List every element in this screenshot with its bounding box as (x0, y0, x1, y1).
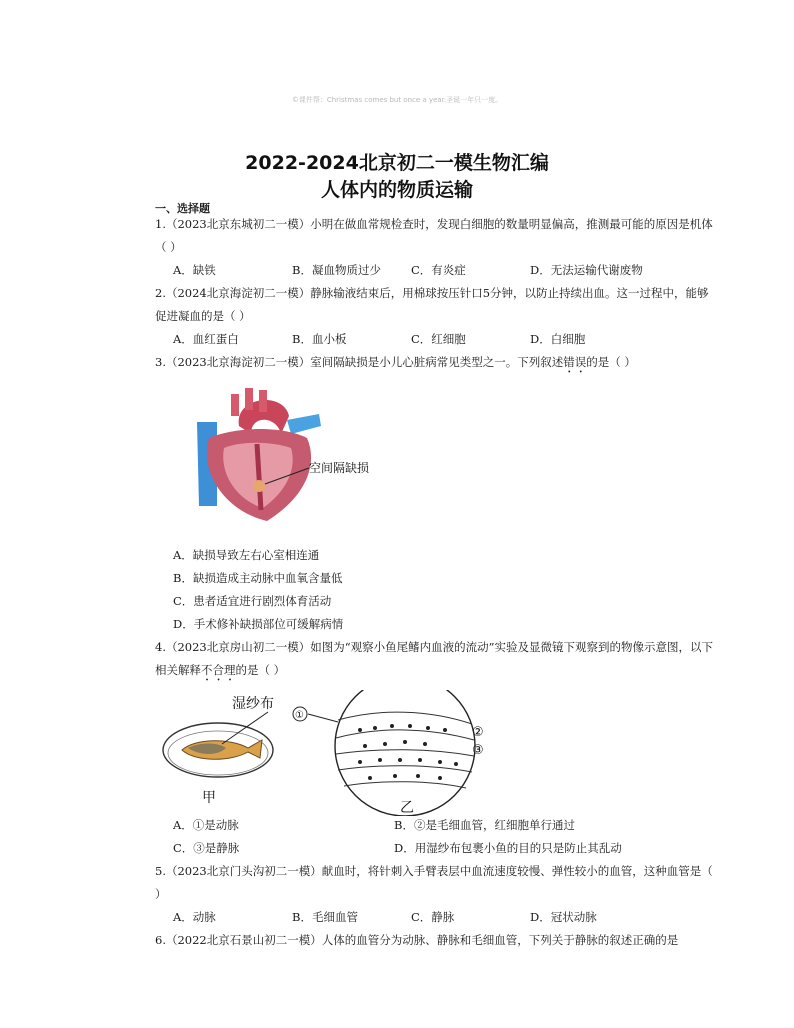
question-2-options (155, 328, 715, 351)
q4-option-b: B．②是毛细血管，红细胞单行通过 (394, 818, 575, 832)
q1-option-c: C．有炎症 (411, 263, 466, 277)
mark-1-pointer (308, 714, 338, 722)
question-2-text: 2.（2024北京海淀初二一模）静脉输液结束后，用棉球按压针口5分钟，以防止持续出血。这一过程中，能够促进凝血的是（ ） (155, 286, 709, 323)
q1-option-b: B．凝血物质过少 (292, 263, 381, 277)
q1-option-a: A．缺铁 (173, 263, 216, 277)
artery-branch-2 (245, 388, 253, 410)
defect-mark (253, 480, 265, 492)
vessel-line-5 (344, 782, 466, 788)
q4-text-before: 4.（2023北京房山初二一模）如图为“观察小鱼尾鳍内血液的流动”实验及显微镜下观察到的物像示意图，以下相关解释 (155, 640, 713, 677)
watermark: ©课件帮：Christmas comes but once a year.圣诞一年只一度。 (291, 96, 503, 104)
left-caption: 甲 (202, 790, 216, 806)
cloth-label: 湿纱布 (232, 696, 274, 712)
q2-option-d: D．白细胞 (530, 332, 586, 346)
question-1-options (155, 259, 715, 282)
q5-option-a: A．动脉 (173, 910, 216, 924)
heart-figure (155, 376, 715, 544)
artery-branch-3 (259, 390, 267, 412)
q5-option-c: C．静脉 (411, 910, 455, 924)
defect-label: 空间隔缺损 (309, 461, 369, 475)
vessel-line-2 (336, 730, 474, 740)
q2-option-b: B．血小板 (292, 332, 347, 346)
vessel-line-4 (338, 766, 472, 772)
mark-1-label: ① (295, 710, 304, 721)
page-subtitle: 人体内的物质运输 (320, 179, 473, 201)
page-title: 2022-2024北京初二一模生物汇编 (245, 152, 549, 174)
q4-options-row-2 (155, 837, 715, 860)
q4-option-c: C．③是静脉 (173, 841, 240, 855)
mark-2-label: ② (472, 725, 484, 740)
question-5-options (155, 906, 715, 929)
q4-options-row-1 (155, 814, 715, 837)
question-5-text: 5.（2023北京门头沟初二一模）献血时，将针刺入手臂表层中血流速度较慢、弹性较小的血管，这种血管是（ ） (155, 864, 713, 901)
q1-option-d: D．无法运输代谢废物 (530, 263, 643, 277)
q3-text-after: 的是（ ） (586, 355, 636, 369)
q2-option-c: C．红细胞 (411, 332, 466, 346)
fish-figure (155, 684, 715, 814)
q3-emphasis: 错误 (563, 355, 587, 369)
q5-option-b: B．毛细血管 (292, 910, 358, 924)
section-heading: 一、选择题 (155, 202, 210, 215)
question-list (155, 213, 715, 952)
q3-option-c: C．患者适宜进行剧烈体育活动 (173, 594, 332, 608)
question-4-text (155, 636, 715, 684)
fish-experiment-illustration (160, 690, 500, 816)
pulmonary-vessel-shape (287, 414, 321, 434)
q4-option-d: D．用湿纱布包裹小鱼的目的只是防止其乱动 (394, 841, 622, 855)
q4-option-a: A．①是动脉 (173, 818, 239, 832)
q3-option-b: B．缺损造成主动脉中血氧含量低 (173, 571, 343, 585)
question-3-text (155, 351, 715, 376)
q2-option-a: A．血红蛋白 (173, 332, 239, 346)
right-caption: 乙 (400, 800, 414, 816)
q4-text-after: 的是（ ） (235, 663, 286, 677)
mark-3-label: ③ (472, 743, 484, 758)
q5-option-d: D．冠状动脉 (530, 910, 597, 924)
artery-branch-1 (231, 394, 239, 416)
question-1-text: 1.（2023北京东城初二一模）小明在做血常规检查时，发现白细胞的数量明显偏高，推测最可能的原因是机体（ ） (155, 217, 713, 254)
vessel-line-1 (338, 712, 472, 724)
q3-text-before: 3.（2023北京海淀初二一模）室间隔缺损是小儿心脏病常见类型之一。下列叙述 (155, 355, 564, 369)
question-6-text: 6.（2022北京石景山初二一模）人体的血管分为动脉、静脉和毛细血管，下列关于静脉的叙述正确的是 (155, 933, 679, 947)
heart-illustration (169, 386, 369, 536)
vessel-line-3 (336, 750, 474, 756)
q3-option-a: A．缺损导致左右心室相连通 (173, 548, 320, 562)
q3-option-d: D．手术修补缺损部位可缓解病情 (173, 617, 344, 631)
q4-emphasis: 不合理 (201, 663, 236, 677)
cloth-pointer (222, 712, 268, 744)
